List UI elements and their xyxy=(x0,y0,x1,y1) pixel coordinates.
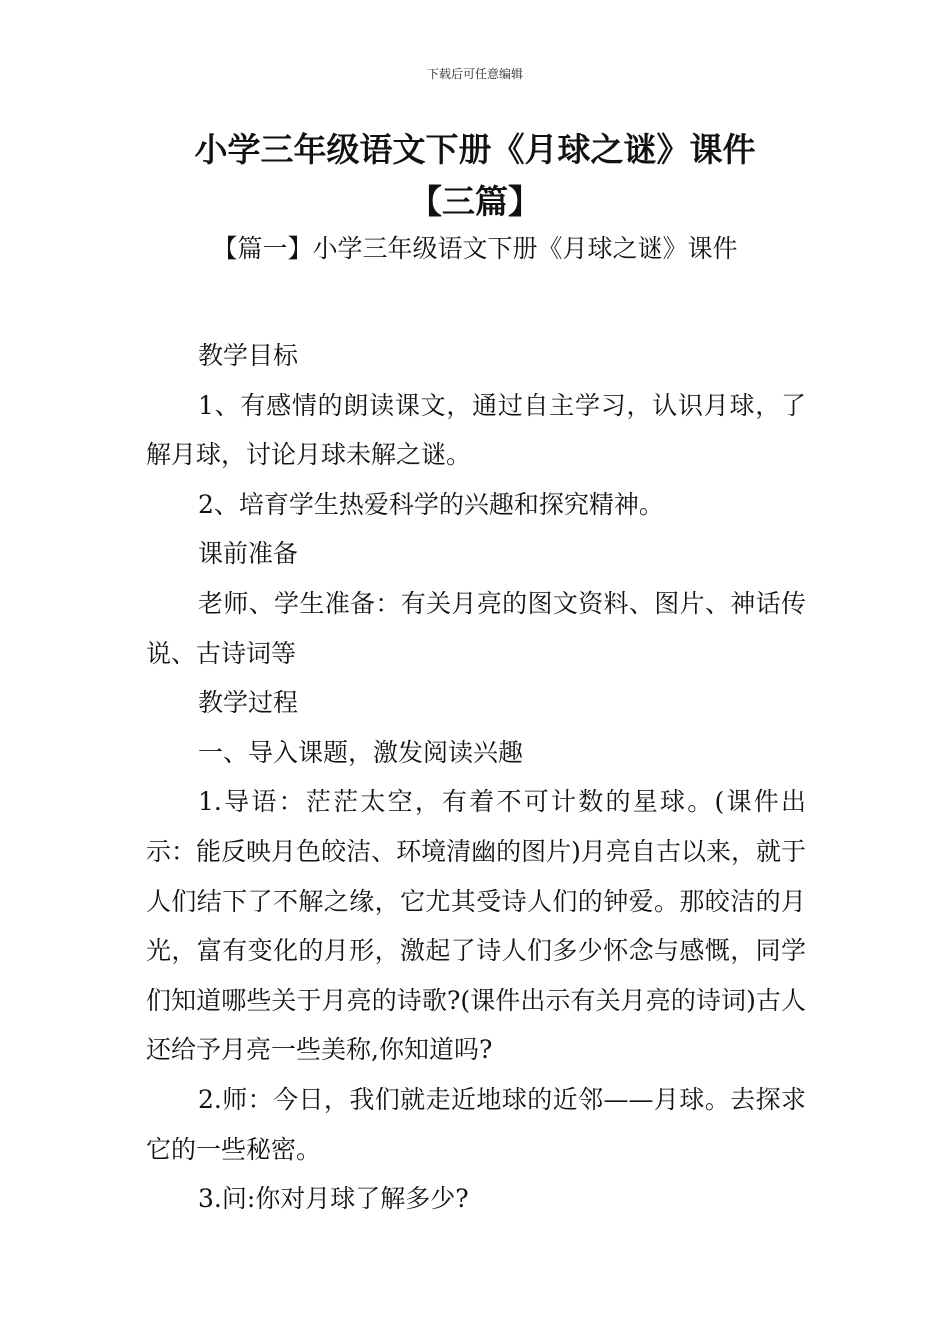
goal-item-2: 2、培育学生热爱科学的兴趣和探究精神。 xyxy=(198,489,664,519)
page-header-note: 下载后可任意编辑 xyxy=(426,67,523,81)
heading-teaching-goals: 教学目标 xyxy=(198,341,299,370)
document-title-line-2: 【三篇】 xyxy=(409,182,541,221)
document-body xyxy=(146,331,806,1224)
process-step-1-heading: 一、导入课题，激发阅读兴趣 xyxy=(198,737,524,767)
heading-preparation: 课前准备 xyxy=(198,539,299,569)
document-title-line-1: 小学三年级语文下册《月球之谜》课件 xyxy=(194,130,756,169)
heading-teaching-process: 教学过程 xyxy=(198,688,299,718)
section-subtitle: 【篇一】小学三年级语文下册《月球之谜》课件 xyxy=(212,234,738,263)
goal-item-1: 1、有感情的朗读课文，通过自主学习，认识月球，了解月球，讨论月球未解之谜。 xyxy=(146,390,806,470)
preparation-text: 老师、学生准备：有关月亮的图文资料、图片、神话传说、古诗词等 xyxy=(146,588,806,668)
process-item-3: 3.问:你对月球了解多少? xyxy=(198,1184,469,1214)
process-item-2: 2.师：今日，我们就走近地球的近邻——月球。去探求它的一些秘密。 xyxy=(146,1084,806,1164)
process-item-1: 1.导语：茫茫太空，有着不可计数的星球。(课件出示：能反映月色皎洁、环境清幽的图片)月亮自古以来，就于人们结下了不解之缘，它尤其受诗人们的钟爱。那皎洁的月光，富有变化的月形，激起了诗人们多少怀念与感慨，同学们知道哪些关于月亮的诗歌?(课件出示有关月亮的诗词)古人还给予月亮一些美称,你知道吗? xyxy=(146,787,806,1065)
